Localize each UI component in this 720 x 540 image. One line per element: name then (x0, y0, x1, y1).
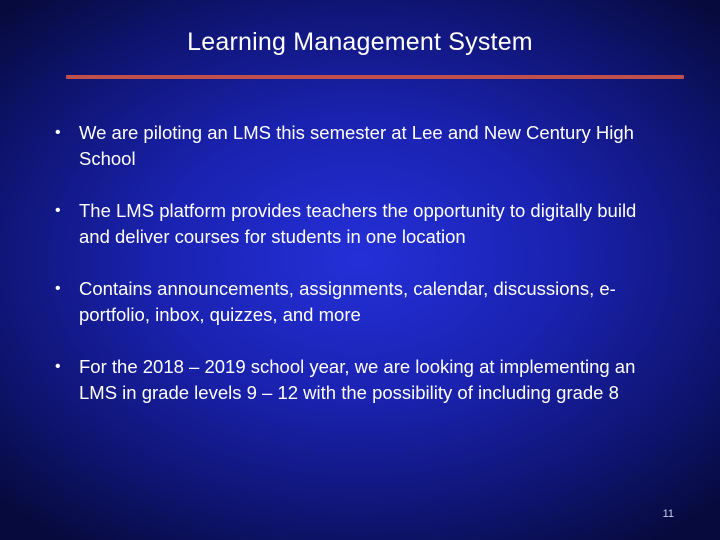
bullet-glyph: • (55, 358, 61, 375)
bullet-text: For the 2018 – 2019 school year, we are looking at implementing an LMS in grade levels 9 – 12 with the possibility of including grade 8 (79, 356, 636, 403)
bullet-glyph: • (55, 124, 61, 141)
bullet-text: Contains announcements, assignments, calendar, discussions, e-portfolio, inbox, quizzes, and more (79, 278, 616, 325)
bullet-text: The LMS platform provides teachers the opportunity to digitally build and deliver courses for students in one location (79, 200, 637, 247)
bullet-item (52, 354, 672, 406)
bullet-item (52, 198, 672, 250)
bullet-text: We are piloting an LMS this semester at Lee and New Century High School (79, 122, 634, 169)
bullet-item (52, 120, 672, 172)
slide-title: Learning Management System (187, 28, 533, 56)
page-number: 11 (662, 508, 674, 520)
title-underline (66, 75, 684, 79)
bullet-glyph: • (55, 280, 61, 297)
bullet-glyph: • (55, 202, 61, 219)
bullet-item (52, 276, 672, 328)
bullet-list (52, 120, 672, 432)
